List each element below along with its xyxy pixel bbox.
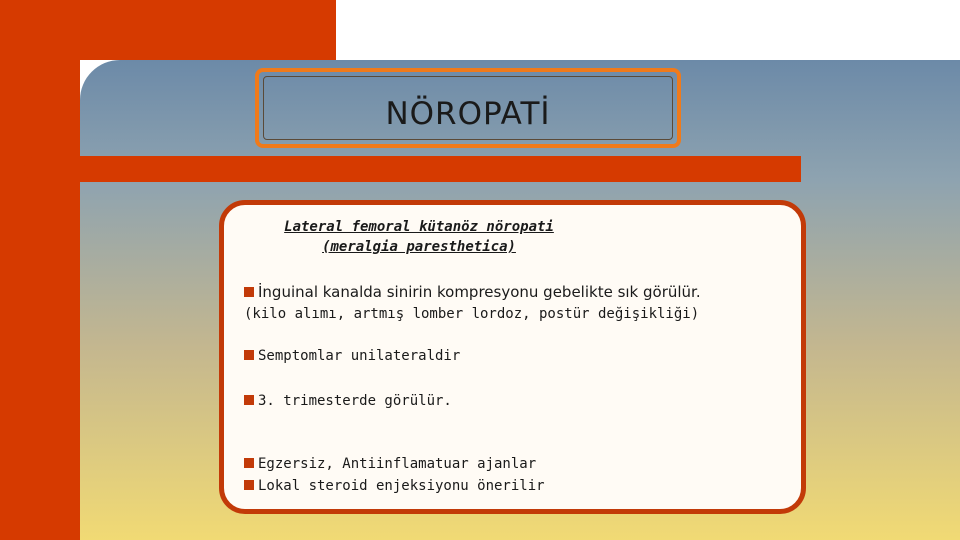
bullet-text: İnguinal kanalda sinirin kompresyonu gebelikte sık görülür. — [258, 283, 701, 301]
bullet-item-2 — [244, 345, 460, 367]
content-box — [219, 200, 806, 514]
subtitle — [254, 217, 584, 257]
square-bullet-icon — [244, 395, 254, 405]
bullet-item-5 — [244, 475, 545, 497]
subtitle-line-2: (meralgia paresthetica) — [322, 239, 516, 255]
bullet-item-1-continuation: (kilo alımı, artmış lomber lordoz, postür değişikliği) — [244, 306, 700, 322]
square-bullet-icon — [244, 350, 254, 360]
subtitle-line-1: Lateral femoral kütanöz nöropati — [284, 219, 554, 235]
bullet-item-4 — [244, 453, 536, 475]
square-bullet-icon — [244, 458, 254, 468]
horizontal-accent-bar — [24, 156, 801, 182]
left-accent-bar — [0, 0, 80, 540]
slide-title: NÖROPATİ — [385, 96, 551, 132]
bullet-text: Lokal steroid enjeksiyonu önerilir — [258, 478, 545, 494]
bullet-text: Egzersiz, Antiinflamatuar ajanlar — [258, 456, 537, 472]
bullet-text: 3. trimesterde görülür. — [258, 393, 452, 409]
square-bullet-icon — [244, 287, 254, 297]
bullet-item-1 — [244, 281, 701, 303]
square-bullet-icon — [244, 480, 254, 490]
title-box — [255, 68, 681, 148]
top-accent-block — [0, 0, 336, 60]
bullet-item-3 — [244, 390, 452, 412]
bullet-text: Semptomlar unilateraldir — [258, 348, 461, 364]
